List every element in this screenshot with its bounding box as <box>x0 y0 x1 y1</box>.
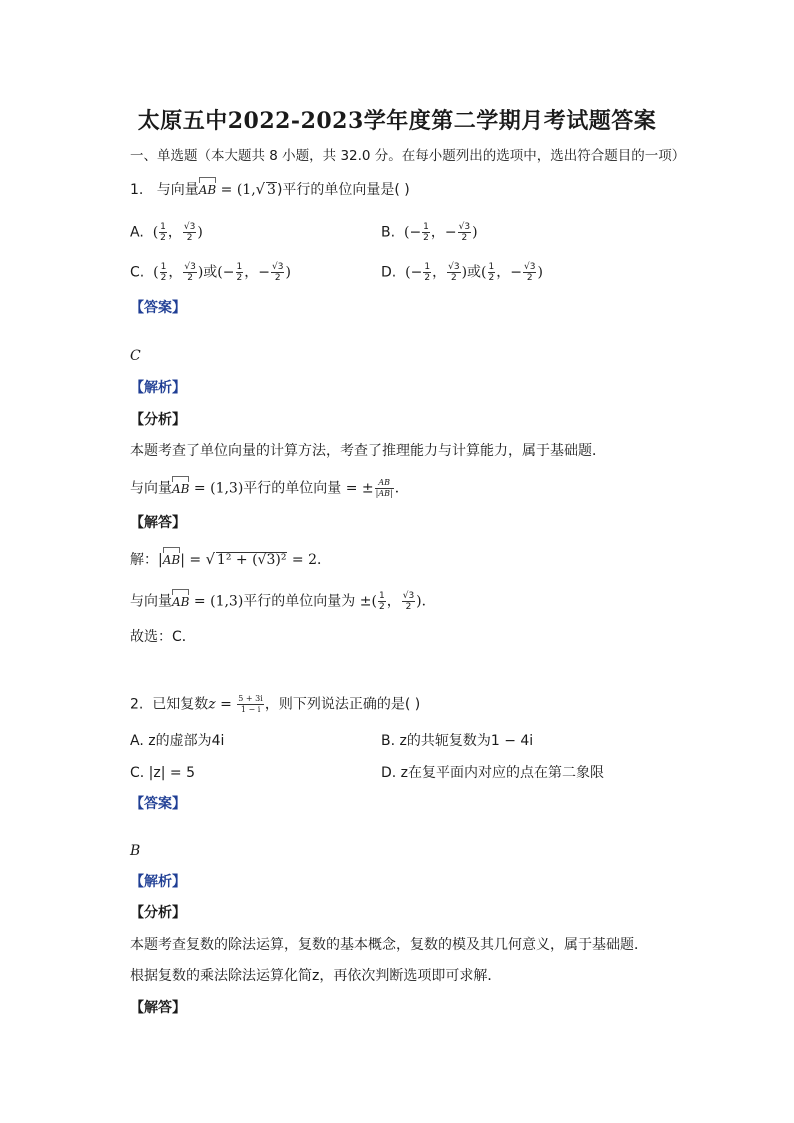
option-c: C. ( $\frac{1}{2}$ ， $\frac{√3}{2}$ )或(− $\frac{1}{2}$ ，− $\frac{√3}{2}$ ) <box>130 262 291 283</box>
sqrt-sign: √ <box>255 181 266 198</box>
q2-option-c: C. |z| = 5 <box>130 765 195 781</box>
fraction: $\frac{1}{2}$ <box>160 222 166 243</box>
jieda-tag: 【解答】 <box>130 515 186 531</box>
question-number: 1. <box>130 182 144 198</box>
unit-vector-formula: 与向量AB = (1,3)平行的单位向量 = ± $\frac{AB}{|AB|}$ ． <box>130 478 409 498</box>
fraction: $\frac{√3}{2}$ <box>183 222 196 243</box>
fenxi-text: 本题考查了单位向量的计算方法，考查了推理能力与计算能力，属于基础题． <box>130 443 606 459</box>
fraction: $\frac{AB}{|AB|}$ <box>375 478 393 498</box>
solution-unit-vector: 与向量AB = (1,3)平行的单位向量为 ±( $\frac{1}{2}$ ， $\frac{√3}{2}$ )． <box>130 591 436 612</box>
q2-fenxi-text: 本题考查复数的除法运算，复数的基本概念，复数的模及其几何意义，属于基础题． <box>130 937 648 953</box>
option-a: A. ( $\frac{1}{2}$ ， $\frac{√3}{2}$ ) <box>130 222 203 243</box>
answer-value: C <box>130 348 141 364</box>
analysis-tag: 【解析】 <box>130 380 186 396</box>
choose-line: 故选：C． <box>130 629 196 645</box>
question-1-stem: 1. 与向量AB = (1,√ 3)平行的单位向量是( ) <box>130 181 410 198</box>
q2-fenxi-text-2: 根据复数的乘法除法运算化简z，再依次判断选项即可求解． <box>130 968 502 984</box>
q2-jieda-tag: 【解答】 <box>130 1000 186 1016</box>
q2-option-a: A. z的虚部为4i <box>130 733 225 749</box>
solution-magnitude: 解：|AB| = √ 1² + (√3)² = 2． <box>130 551 331 568</box>
q2-fenxi-tag: 【分析】 <box>130 905 186 921</box>
fenxi-tag: 【分析】 <box>130 412 186 428</box>
question-2-stem: 2. 已知复数z = $\frac{5 + 3i}{1 - i}$ ，则下列说法正确的是( ) <box>130 694 421 714</box>
answer-tag: 【答案】 <box>130 300 186 316</box>
section-heading: 一、单选题（本大题共 8 小题，共 32.0 分。在每小题列出的选项中，选出符合题目的一项） <box>130 148 686 164</box>
q2-option-b: B. z的共轭复数为1 − 4i <box>381 733 534 749</box>
option-b: B. (− $\frac{1}{2}$ ，− $\frac{√3}{2}$ ) <box>381 222 478 243</box>
vector-ab: AB <box>199 180 216 200</box>
q2-answer-tag: 【答案】 <box>130 796 186 812</box>
option-d: D. (− $\frac{1}{2}$ ， $\frac{√3}{2}$ )或( $\frac{1}{2}$ ，− $\frac{√3}{2}$ ) <box>381 262 543 283</box>
q2-analysis-tag: 【解析】 <box>130 874 186 890</box>
q2-answer-value: B <box>130 843 141 859</box>
fraction: $\frac{5 + 3i}{1 - i}$ <box>238 694 263 714</box>
q2-option-d: D. z在复平面内对应的点在第二象限 <box>381 765 605 781</box>
page-title: 太原五中2022-2023学年度第二学期月考试题答案 <box>137 108 657 134</box>
